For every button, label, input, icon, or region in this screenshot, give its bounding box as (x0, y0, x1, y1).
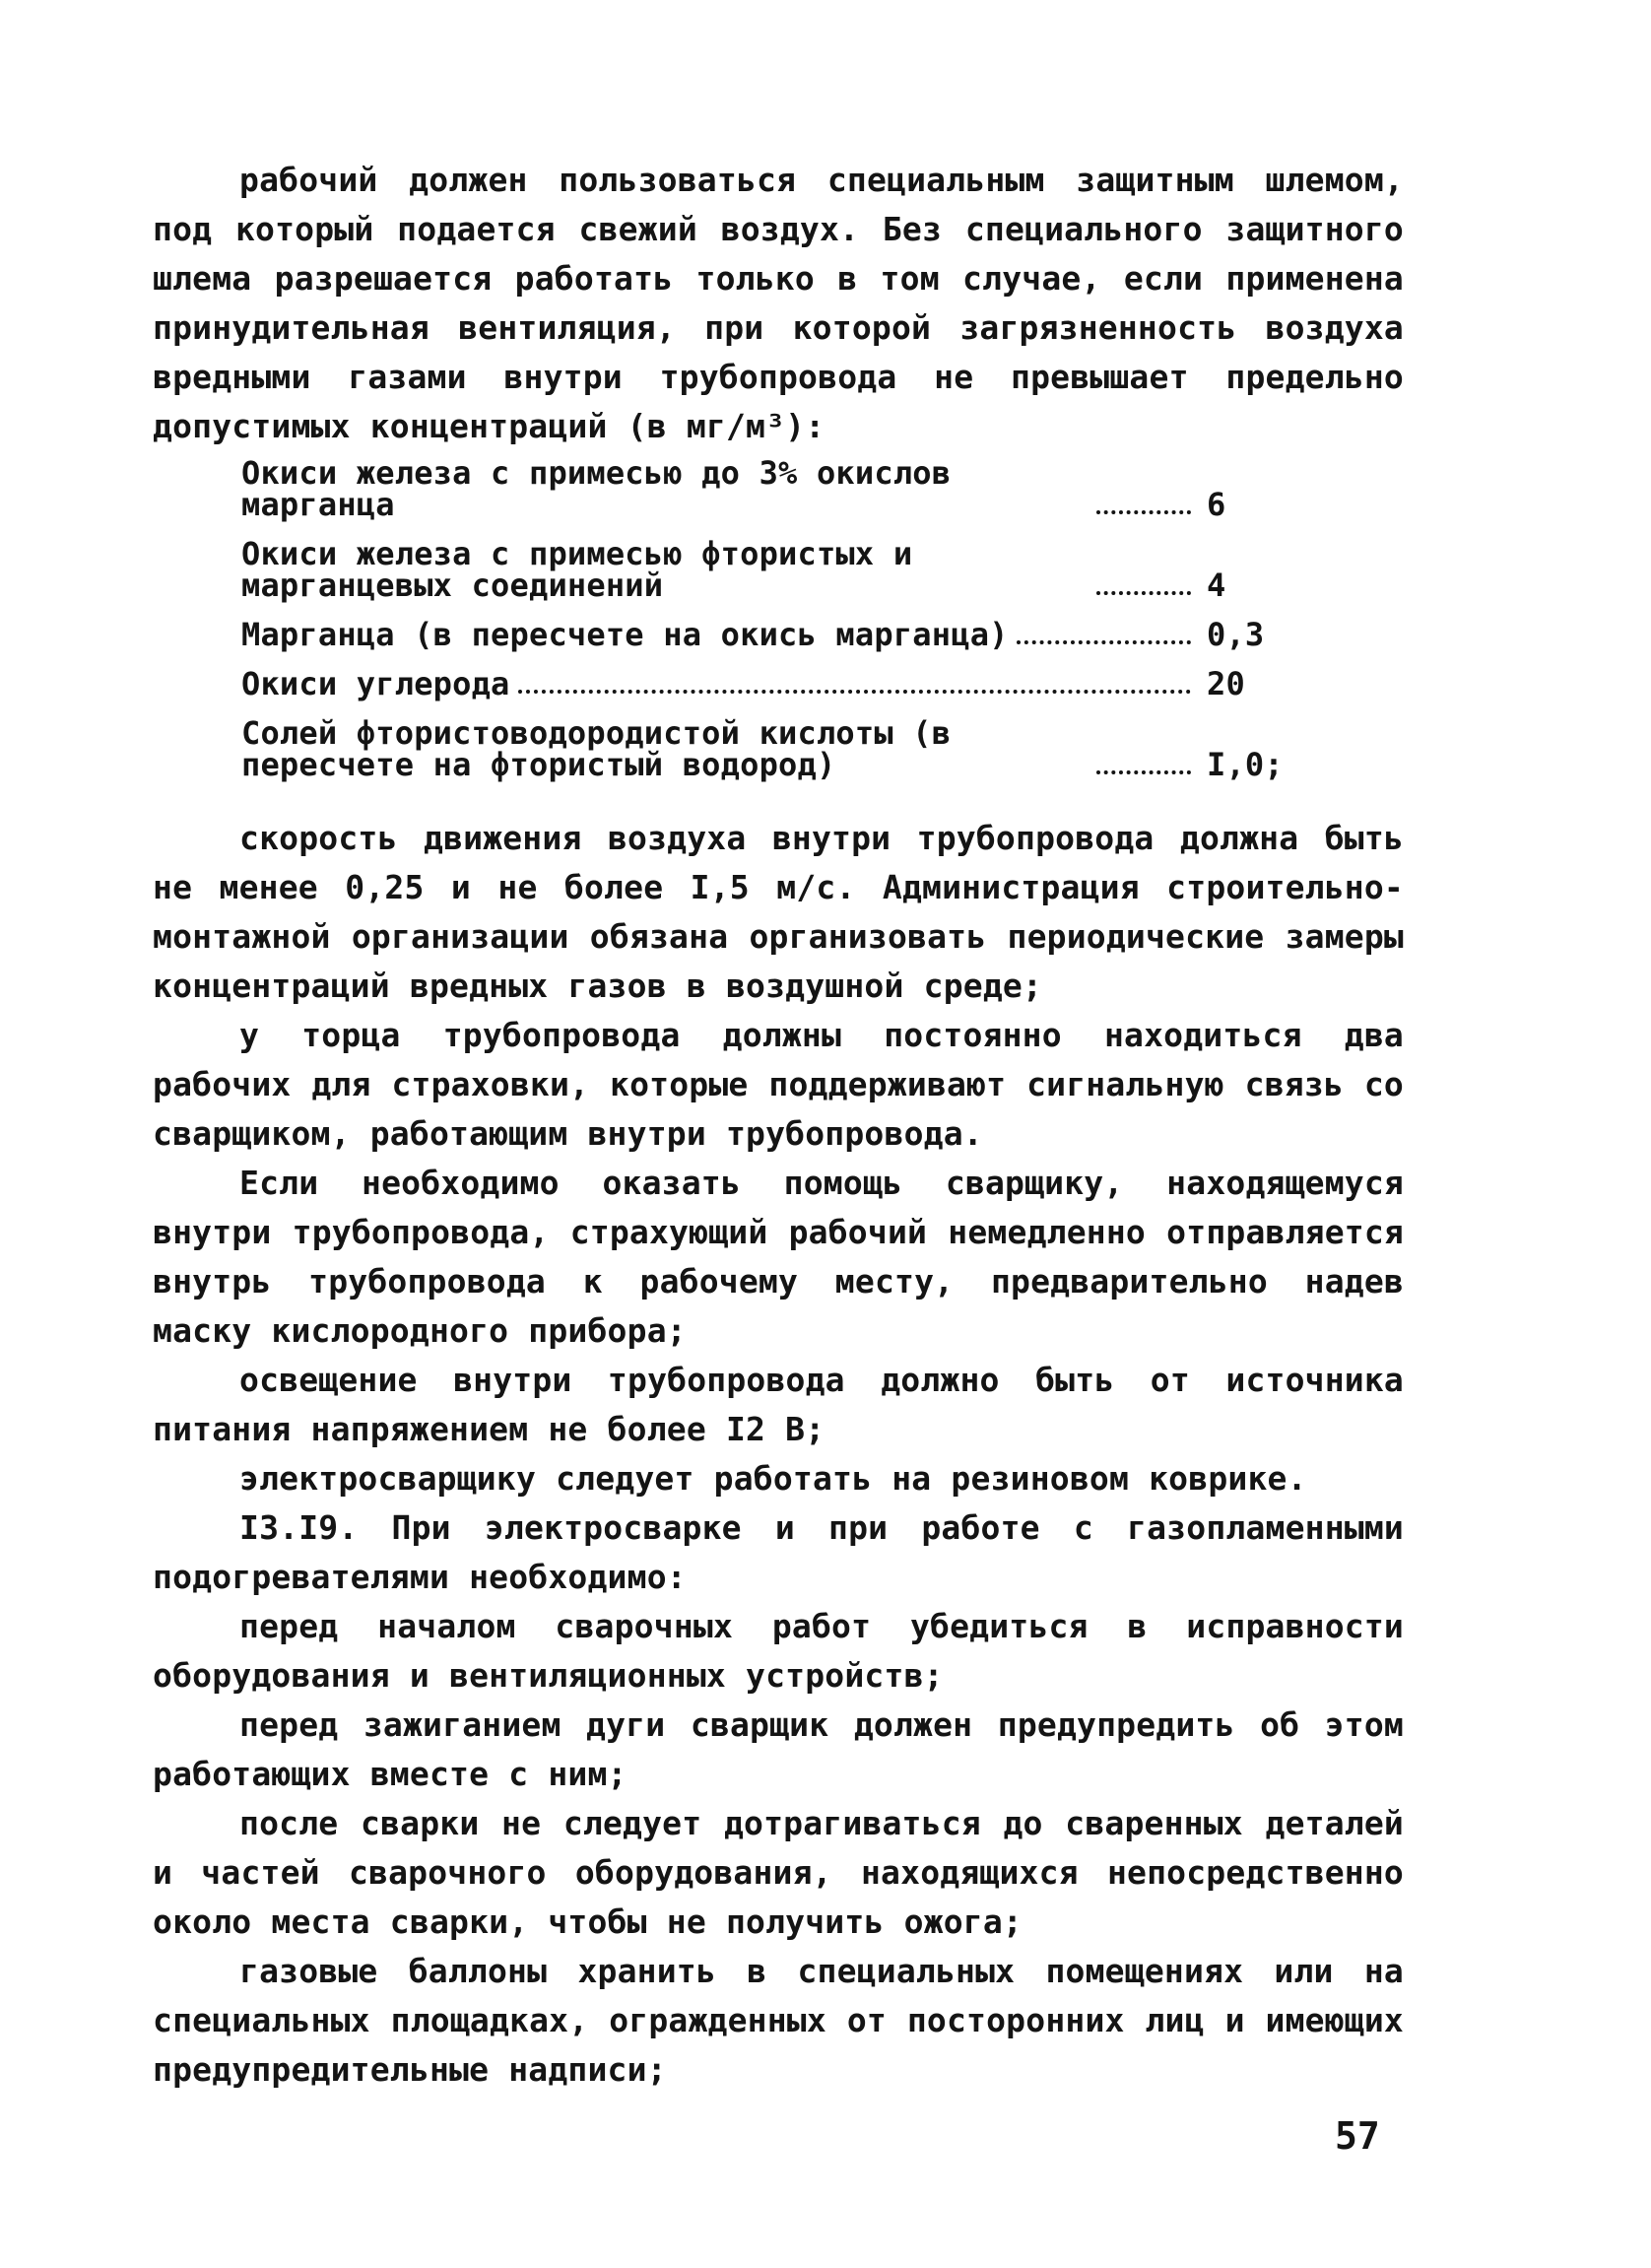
concentration-item (241, 714, 1325, 783)
paragraph-assistance: Если необходимо оказать помощь сварщику, находящемуся внутри трубопровода, страхующий рабочий немедленно отправляется внутрь трубопровода к рабочему месту, предварительно надев маску кислородного прибора; (153, 1164, 1404, 1350)
page-number: 57 (1335, 2114, 1380, 2158)
substance-name: Окиси углерода (241, 665, 510, 702)
paragraph-mat: электросварщику следует работать на резиновом коврике. (239, 1459, 1307, 1498)
paragraph-arc-warning: перед зажиганием дуги сварщик должен предупредить об этом работающих вместе с ним; (153, 1705, 1404, 1793)
paragraph-equipment-check: перед началом сварочных работ убедиться в исправности оборудования и вентиляционных устройств; (153, 1607, 1404, 1695)
paragraph-gas-cylinders: газовые баллоны хранить в специальных помещениях или на специальных площадках, огражденных от посторонних лиц и имеющих предупредительные надписи; (153, 1952, 1404, 2089)
concentration-item (241, 454, 1325, 523)
concentration-item (241, 616, 1325, 653)
concentration-value: 20 (1207, 665, 1245, 702)
substance-name: Окиси железа с примесью фтористых и марганцевых соединений (241, 535, 913, 604)
concentration-item (241, 535, 1325, 604)
paragraph-section-13-19: I3.I9. При электросварке и при работе с газопламенными подогревателями необходимо: (153, 1508, 1404, 1596)
leader-dots (1096, 770, 1191, 774)
paragraph-safety-workers: у торца трубопровода должны постоянно находиться два рабочих для страховки, которые поддерживают сигнальную связь со сварщиком, работающим внутри трубопровода. (153, 1016, 1404, 1153)
substance-name: Окиси железа с примесью до 3% окислов марганца (241, 454, 952, 523)
leader-dots (1017, 640, 1191, 644)
concentration-value: 0,3 (1207, 616, 1265, 653)
concentration-value: 6 (1207, 486, 1226, 523)
concentration-value: 4 (1207, 567, 1226, 604)
paragraph-after-welding: после сварки не следует дотрагиваться до сваренных деталей и частей сварочного оборудования, находящихся непосредственно около места сварки, чтобы не получить ожога; (153, 1804, 1404, 1941)
paragraph-intro: рабочий должен пользоваться специальным защитным шлемом, под который подается свежий воздух. Без специального защитного шлема разрешается работать только в том случае, если применена принудительная вентиляция, при которой загрязненность воздуха вредными газами внутри трубопровода не превышает предельно допустимых концентраций (в мг/м³): (153, 161, 1404, 445)
body-text (153, 156, 1404, 2095)
leader-dots (1096, 510, 1191, 514)
substance-name: Солей фтористоводородистой кислоты (в пересчете на фтористый водород) (241, 714, 952, 783)
concentration-list (241, 454, 1404, 783)
concentration-value: I,0; (1207, 746, 1284, 783)
leader-dots (1096, 591, 1191, 595)
substance-name: Марганца (в пересчете на окись марганца) (241, 616, 1009, 653)
leader-dots (518, 690, 1191, 694)
concentration-item (241, 665, 1325, 702)
paragraph-lighting: освещение внутри трубопровода должно быть от источника питания напряжением не более I2 В; (153, 1361, 1404, 1448)
paragraph-air-speed: скорость движения воздуха внутри трубопровода должна быть не менее 0,25 и не более I,5 м/с. Администрация строительно-монтажной организации обязана организовать периодические замеры концентраций вредных газов в воздушной среде; (153, 819, 1404, 1005)
